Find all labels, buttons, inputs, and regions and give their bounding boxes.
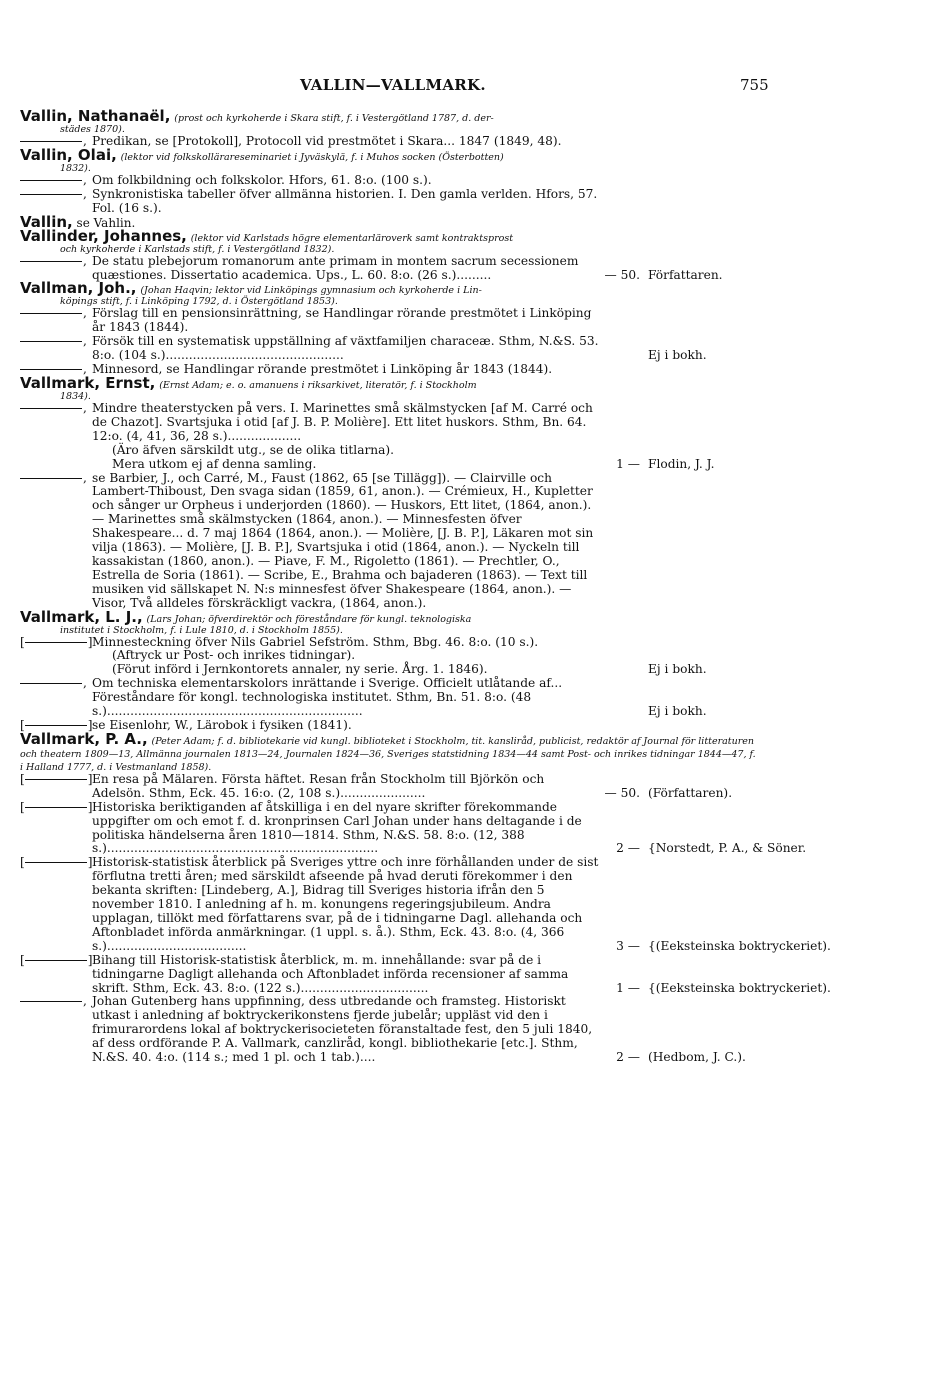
work-note: (Aftryck ur Post- och inrikes tidningar). [112, 648, 356, 663]
author-biography: (Johan Haqvin; lektor vid Linköpings gymnasium och kyrkoherde i Lin- [140, 285, 482, 297]
headword-line [20, 607, 760, 626]
work-item [20, 995, 760, 1065]
bibliography-entry [20, 145, 760, 216]
headword-line [20, 373, 760, 392]
author-headword: Vallmark, P. A., [20, 729, 148, 748]
work-title: Om folkbildning och folkskolor. Hfors, 61. 8:o. (100 s.). [92, 172, 432, 187]
work-item [20, 855, 831, 953]
work-title: Försök till en systematisk uppställning af växtfamiljen characeæ. Sthm, N.&S. 53. 8:o. (104 s.).............................................. [92, 334, 599, 363]
work-item [20, 799, 807, 857]
author-biography-continued: 1834). [60, 390, 91, 402]
work-title: Bihang till Historisk-statistisk återblick, m. m. innehållande: svar på de i tidningarne Dagligt allehanda och Aftonbladet införda recensioner af samma skrift. Sthm, Eck. 43. 8:o. (122 s.)................................. [92, 952, 569, 995]
cross-reference: se Vahlin. [76, 215, 136, 230]
work-publisher: {Norstedt, P. A., & Söner. [648, 841, 807, 856]
work-item [20, 472, 760, 611]
work-item [20, 135, 760, 149]
dash-rule [20, 194, 82, 195]
author-biography: (prost och kyrkoherde i Skara stift, f. i Vestergötland 1787, d. der- [174, 113, 494, 124]
work-item [20, 402, 760, 472]
headword-line [20, 226, 760, 245]
repeat-author-dash [20, 636, 90, 650]
repeat-author-dash [20, 402, 90, 416]
work-meta [600, 269, 760, 283]
repeat-author-dash [20, 307, 90, 321]
work-publisher: {(Eeksteinska boktryckeriet). [648, 980, 831, 995]
bibliography-entry [20, 226, 760, 283]
repeat-author-dash [20, 174, 90, 188]
work-price: — 50. [604, 267, 640, 282]
dash-rule [20, 141, 82, 142]
repeat-author-dash [20, 773, 90, 787]
work-publisher: Författaren. [648, 267, 723, 282]
author-biography-continued: och kyrkoherde i Karlstads stift, f. i Vestergötland 1832). [60, 243, 335, 255]
work-title: Predikan, se [Protokoll], Protocoll vid prestmötet i Skara... 1847 (1849, 48). [92, 134, 562, 148]
work-price: 3 — [616, 938, 640, 953]
author-biography-continued: städes 1870). [60, 124, 125, 135]
author-biography: (Peter Adam; f. d. bibliotekarie vid kungl. biblioteket i Stockholm, tit. kansliråd, publicist, redaktör af Journal för litteraturen och theatern 1809—13, Allmänna journalen 1813—24, Journalen 1824—36, Sveriges statstidning 1834—44 samt Post- och inrikes tidningar 1844—47, f. i Halland 1777, d. i Vestmanland 1858). [20, 735, 756, 773]
work-title: se Eisenlohr, W., Lärobok i fysiken (1841). [92, 718, 352, 732]
dash-rule [20, 1001, 82, 1002]
work-title: En resa på Mälaren. Första häftet. Resan från Stockholm till Björkön och Adelsön. Sthm, Eck. 45. 16:o. (2, 108 s.)...................... [92, 771, 545, 800]
author-headword: Vallmark, L. J., [20, 607, 143, 626]
work-meta [600, 663, 760, 677]
repeat-author-dash [20, 801, 90, 815]
work-title: Minnesteckning öfver Nils Gabriel Sefström. Sthm, Bbg. 46. 8:o. (10 s.). [92, 634, 539, 649]
headword-line [20, 107, 760, 125]
work-item [20, 188, 760, 216]
dash-rule [25, 862, 87, 863]
work-item [20, 773, 760, 801]
author-headword: Vallman, Joh., [20, 279, 137, 298]
work-meta [600, 787, 760, 801]
author-headword: Vallinder, Johannes, [20, 226, 187, 245]
repeat-author-dash [20, 335, 90, 349]
work-item [20, 677, 760, 719]
author-biography-continued: 1832). [60, 162, 91, 174]
author-headword: Vallin, [20, 212, 73, 231]
author-headword: Vallmark, Ernst, [20, 373, 156, 392]
dash-rule [20, 478, 82, 479]
page-header [0, 76, 928, 96]
work-title: Johan Gutenberg hans uppfinning, dess utbredande och framsteg. Historiskt utkast i anledning af boktryckerikonstens fjerde jubelår; uppläst vid den i frimurarordens lokal af boktryckerisocieteten föranstaltade fest, den 5 juli 1840, af dess ordförande P. A. Vallmark, canzliråd, kongl. bibliothekarie [etc.]. Sthm, N.&S. 40. 4:o. (114 s.; med 1 pl. och 1 tab.).... [92, 994, 593, 1065]
work-title: Minnesord, se Handlingar rörande prestmötet i Linköping år 1843 (1844). [92, 362, 553, 377]
work-price: 1 — [616, 456, 640, 471]
repeat-author-dash [20, 995, 90, 1009]
work-item [20, 255, 760, 283]
dash-rule [25, 779, 87, 780]
work-title: Mindre theaterstycken på vers. I. Marinettes små skälmstycken [af M. Carré och de Chazot]. Svartsjuka i otid [af J. B. P. Molière]. Ett litet huskors. Sthm, Bn. 64. 12:o. (4, 41, 36, 28 s.)................... [92, 400, 593, 443]
dash-rule [25, 807, 87, 808]
repeat-author-dash [20, 856, 90, 870]
work-meta [600, 938, 831, 954]
headword-line [20, 729, 760, 773]
work-note: (Förut införd i Jernkontorets annaler, ny serie. Årg. 1. 1846). [112, 662, 488, 677]
work-meta [600, 705, 760, 719]
author-biography-continued: institutet i Stockholm, f. i Lule 1810, d. i Stockholm 1855). [60, 624, 343, 636]
bibliography-entry [20, 107, 760, 149]
work-item [20, 307, 760, 335]
author-biography: (Lars Johan; öfverdirektör och föreståndare för kungl. teknologiska [146, 613, 472, 625]
dash-rule [20, 341, 82, 342]
dash-rule [20, 313, 82, 314]
headword-line [20, 145, 760, 164]
author-biography: (lektor vid folkskollärareseminariet i Jyväskylä, f. i Muhos socken (Österbotten) [120, 151, 504, 163]
work-title: Historiska beriktiganden af åtskilliga i en del nyare skrifter förekommande uppgifter om och emot f. d. kronprinsen Carl Johan under hans deltagande i de politiska händelserna åren 1810—1814. Sthm, N.&S. 58. 8:o. (12, 388 s.)...................................................................... [92, 799, 582, 856]
page-number: 755 [740, 76, 769, 94]
entry-list [20, 107, 831, 1065]
work-publisher: Ej i bokh. [648, 704, 707, 719]
repeat-author-dash [20, 255, 90, 269]
dash-rule [20, 261, 82, 262]
work-publisher: Ej i bokh. [648, 662, 707, 677]
dash-rule [25, 642, 87, 643]
author-headword: Vallin, Nathanaël, [20, 107, 171, 125]
work-item [20, 174, 760, 188]
dash-rule [25, 960, 87, 961]
work-meta [600, 980, 831, 996]
work-title: se Barbier, J., och Carré, M., Faust (1862, 65 [se Tillägg]). — Clairville och Lambert-Thiboust, Den svaga sidan (1859, 61, anon.). — Crémieux, H., Kupletter och sånger ur Orpheus i underjorden (1860). — Huskors, Ett litet, (1864, anon.). — Marinettes små skälmstycken (1864, anon.). — Minnesfesten öfver Shakespeare... d. 7 maj 1864 (1864, anon.). — Molière, [J. B. P.], Läkaren mot sin vilja (1863). — Molière, [J. B. P.], Svartsjuka i otid (1864, anon.). — Nyckeln till kassakistan (1860, anon.). — Piave, F. M., Rigoletto (1861). — Prechtler, O., Estrella de Soria (1861). — Scribe, E., Brahma och bajaderen (1863). — Text till musiken vid sällskapet N. N:s minnesfest öfver Shakespeare (1864, anon.). — Visor, Två alldeles förskräckligt vackra, (1864, anon.). [92, 470, 594, 610]
work-price: 2 — [616, 1050, 640, 1065]
work-meta [600, 841, 807, 856]
author-biography: (Ernst Adam; e. o. amanuens i riksarkivet, literatör, f. i Stockholm [159, 379, 477, 391]
work-publisher: (Hedbom, J. C.). [648, 1050, 746, 1065]
work-title: Om techniska elementarskolors inrättande i Sverige. Officielt utlåtande af... Föreståndare för kongl. technologiska institutet. Sthm, Bn. 51. 8:o. (48 s.).................................................................. [92, 676, 563, 719]
dash-rule [20, 180, 82, 181]
work-title: Förslag till en pensionsinrättning, se Handlingar rörande prestmötet i Linköping år 1843 (1844). [92, 306, 592, 335]
work-meta [600, 458, 760, 472]
work-title: Synkronistiska tabeller öfver allmänna historien. I. Den gamla verlden. Hfors, 57. Fol. (16 s.). [92, 186, 598, 215]
work-title: De statu plebejorum romanorum ante primam in montem sacrum secessionem quæstiones. Dissertatio academica. Ups., L. 60. 8:o. (26 s.)......... [92, 253, 579, 282]
bibliography-entry [20, 607, 760, 733]
author-headword: Vallin, Olai, [20, 145, 117, 164]
work-title: Historisk-statistisk återblick på Sveriges yttre och inre förhållanden under de sist förflutna tretti åren; med särskildt afseende på hvad deruti förekommer i den bekanta skriften: [Lindeberg, A.], Bidrag till Sveriges historia ifrån den 5 november 1810. I anledning af h. m. konungens regeringsjubileum. Andra upplagan, tillökt med författarens svar, på de i tidningarne Dagl. allehanda och Aftonbladet införda anmärkningar. (1 uppl. s. å.). Sthm, Eck. 43. 8:o. (4, 366 s.).................................... [92, 855, 599, 953]
work-price: 1 — [616, 980, 640, 995]
work-meta [600, 1051, 760, 1065]
repeat-author-dash [20, 954, 90, 968]
dash-rule [20, 683, 82, 684]
work-item [20, 636, 760, 678]
repeat-author-dash [20, 677, 90, 691]
work-meta [600, 349, 760, 363]
work-publisher: (Författaren). [648, 785, 733, 800]
author-biography-continued: köpings stift, f. i Linköping 1792, d. i Östergötland 1853). [60, 296, 338, 308]
work-publisher: Ej i bokh. [648, 348, 707, 363]
dash-rule [20, 408, 82, 409]
work-publisher: Flodin, J. J. [648, 456, 715, 471]
bibliography-entry [20, 279, 760, 377]
bibliography-entry [20, 373, 760, 611]
headword-line [20, 279, 760, 298]
work-note: (Äro äfven särskildt utg., se de olika titlarna). [112, 442, 395, 457]
dash-rule [25, 725, 87, 726]
repeat-author-dash [20, 472, 90, 486]
bibliography-entry [20, 729, 831, 1065]
dash-rule [20, 369, 82, 370]
work-item [20, 952, 831, 996]
repeat-author-dash [20, 188, 90, 202]
author-biography: (lektor vid Karlstads högre elementarläroverk samt kontraktsprost [190, 232, 514, 244]
work-price: — 50. [604, 785, 640, 800]
work-item [20, 335, 760, 363]
work-note: Mera utkom ej af denna samling. [112, 456, 317, 471]
running-title: VALLIN—VALLMARK. [300, 76, 486, 94]
work-publisher: {(Eeksteinska boktryckeriet). [648, 938, 831, 953]
work-price: 2 — [616, 841, 640, 856]
